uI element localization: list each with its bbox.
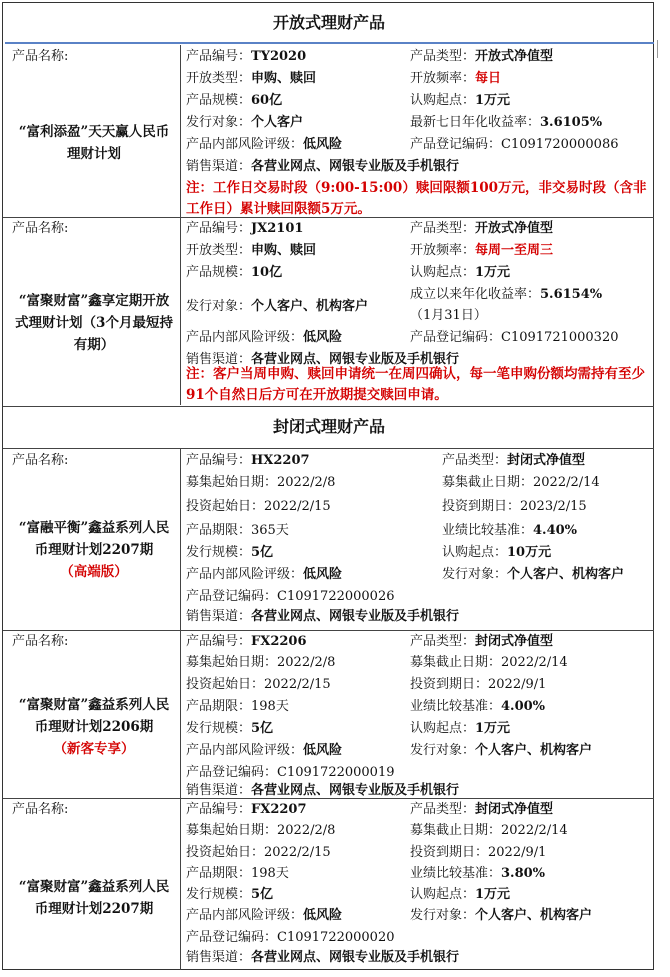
product-type: 开放式净值型 <box>475 221 554 236</box>
field-label: 开放频率： <box>410 71 476 86</box>
field-label: 产品期限： <box>186 523 252 538</box>
field-label: 投资到期日： <box>442 499 521 514</box>
field-label: 产品内部风险评级： <box>186 567 304 582</box>
field-label: 业绩比较基准： <box>410 699 502 714</box>
product-type: 封闭式净值型 <box>507 453 586 468</box>
field-label: 产品编号： <box>186 453 252 468</box>
min-subscription: 1万元 <box>475 93 511 108</box>
section-divider <box>5 42 654 44</box>
registration-code: C1091722000019 <box>277 765 395 780</box>
product-code: TY2020 <box>251 49 307 64</box>
field-label: 认购起点： <box>410 721 476 736</box>
field-label: 产品编号： <box>186 634 252 649</box>
registration-code: C1091721000320 <box>501 330 619 345</box>
field-label: 产品类型： <box>410 221 476 236</box>
field-label: 产品期限： <box>186 699 252 714</box>
product-code: JX2101 <box>251 221 304 236</box>
field-label: 产品登记编码： <box>410 137 502 152</box>
field-label: 产品登记编码： <box>186 765 278 780</box>
risk-level: 低风险 <box>303 330 343 345</box>
field-label: 成立以来年化收益率： <box>410 287 541 302</box>
product-scale: 10亿 <box>251 265 283 280</box>
raise-start-date: 2022/2/8 <box>277 823 336 838</box>
field-label: 产品规模： <box>186 93 252 108</box>
sales-channel: 各营业网点、网银专业版及手机银行 <box>251 950 460 965</box>
product-name-label: 产品名称: <box>12 49 69 64</box>
field-label: 产品登记编码： <box>186 930 278 945</box>
product-code: HX2207 <box>251 453 310 468</box>
field-label: 产品编号： <box>186 221 252 236</box>
field-label: 投资到期日： <box>410 677 489 692</box>
open-frequency: 每日 <box>475 71 502 86</box>
field-label: 募集起始日期： <box>186 475 278 490</box>
field-label: 发行对象： <box>410 908 476 923</box>
invest-start-date: 2022/2/15 <box>264 845 331 860</box>
annual-yield: 3.6105% <box>540 115 603 130</box>
field-label: 销售渠道： <box>186 950 252 965</box>
field-label: 产品登记编码： <box>186 589 278 604</box>
field-label: 销售渠道： <box>186 352 252 367</box>
row-divider <box>3 630 654 631</box>
product-name-label: 产品名称: <box>12 221 69 236</box>
min-subscription: 1万元 <box>475 265 511 280</box>
field-label: 开放类型： <box>186 243 252 258</box>
field-label: 开放频率： <box>410 243 476 258</box>
field-label: 销售渠道： <box>186 609 252 624</box>
scroll-marker <box>657 40 664 58</box>
product-scale: 60亿 <box>251 93 283 108</box>
maturity-date: 2022/9/1 <box>488 677 547 692</box>
field-label: 产品编号： <box>186 802 252 817</box>
product-name: “富聚财富”鑫享定期开放式理财计划（3个月最短持有期） <box>15 293 173 353</box>
row-divider <box>3 798 654 799</box>
product-name-label: 产品名称: <box>12 802 69 817</box>
product-type: 封闭式净值型 <box>475 634 554 649</box>
product-code: FX2207 <box>251 802 307 817</box>
field-label: 产品规模： <box>186 265 252 280</box>
target-clients: 个人客户、机构客户 <box>251 299 369 314</box>
product-note: 注：客户当周申购、赎回申请统一在周四确认，每一笔申购份额均需持有至少91个自然日后方可在开放期提交赎回申请。 <box>186 366 645 403</box>
field-label: 募集截止日期： <box>442 475 534 490</box>
field-label: 认购起点： <box>410 265 476 280</box>
field-label: 产品类型： <box>410 49 476 64</box>
field-label: 产品内部风险评级： <box>186 908 304 923</box>
annual-yield: 5.6154% <box>540 287 603 302</box>
product-name-label: 产品名称: <box>12 453 69 468</box>
field-label: 发行规模： <box>186 721 252 736</box>
field-label: 产品内部风险评级： <box>186 743 304 758</box>
raise-end-date: 2022/2/14 <box>501 823 568 838</box>
registration-code: C1091722000026 <box>277 589 395 604</box>
benchmark-rate: 4.00% <box>501 699 546 714</box>
target-clients: 个人客户、机构客户 <box>475 743 593 758</box>
product-type: 封闭式净值型 <box>475 802 554 817</box>
issue-scale: 5亿 <box>251 545 274 560</box>
field-label: 募集截止日期： <box>410 823 502 838</box>
product-term: 198天 <box>251 866 289 881</box>
issue-scale: 5亿 <box>251 887 274 902</box>
sales-channel: 各营业网点、网银专业版及手机银行 <box>251 159 460 174</box>
open-type: 申购、赎回 <box>251 243 317 258</box>
product-code: FX2206 <box>251 634 307 649</box>
field-label: 开放类型： <box>186 71 252 86</box>
target-clients: 个人客户、机构客户 <box>475 908 593 923</box>
product-name: “富融平衡”鑫益系列人民币理财计划2207期 <box>18 520 170 558</box>
product-name: “富利添盈”天天赢人民币理财计划 <box>18 124 170 162</box>
field-label: 业绩比较基准： <box>442 523 534 538</box>
target-clients: 个人客户 <box>251 115 304 130</box>
benchmark-rate: 3.80% <box>501 866 546 881</box>
field-label: 投资到期日： <box>410 845 489 860</box>
open-frequency: 每周一至周三 <box>475 243 554 258</box>
field-label: 产品内部风险评级： <box>186 137 304 152</box>
column-divider <box>180 45 181 405</box>
field-label: 投资起始日： <box>186 677 265 692</box>
min-subscription: 1万元 <box>475 721 511 736</box>
field-label: 募集截止日期： <box>410 655 502 670</box>
product-tag: （高端版） <box>60 564 128 580</box>
invest-start-date: 2022/2/15 <box>264 499 331 514</box>
product-name-label: 产品名称: <box>12 634 69 649</box>
risk-level: 低风险 <box>303 567 343 582</box>
column-divider <box>180 448 181 970</box>
row-divider <box>3 448 654 449</box>
field-label: 销售渠道： <box>186 783 252 798</box>
product-tag: （新客专享） <box>53 741 135 757</box>
maturity-date: 2023/2/15 <box>520 499 587 514</box>
benchmark-rate: 4.40% <box>533 523 578 538</box>
product-note: 注：工作日交易时段（9:00-15:00）赎回限额100万元，非交易时段（含非工作日）累计赎回限额5万元。 <box>186 180 647 217</box>
field-label: 认购起点： <box>410 93 476 108</box>
field-label: 投资起始日： <box>186 845 265 860</box>
field-label: 发行对象： <box>186 299 252 314</box>
field-label: 募集起始日期： <box>186 823 278 838</box>
open-type: 申购、赎回 <box>251 71 317 86</box>
field-label: 销售渠道： <box>186 159 252 174</box>
open-section-title: 开放式理财产品 <box>272 13 385 32</box>
min-subscription: 1万元 <box>475 887 511 902</box>
field-label: 最新七日年化收益率： <box>410 115 541 130</box>
product-term: 365天 <box>251 523 289 538</box>
row-divider <box>3 217 654 218</box>
field-label: 认购起点： <box>410 887 476 902</box>
field-label: 产品期限： <box>186 866 252 881</box>
raise-end-date: 2022/2/14 <box>501 655 568 670</box>
field-label: 产品编号： <box>186 49 252 64</box>
risk-level: 低风险 <box>303 137 343 152</box>
risk-level: 低风险 <box>303 908 343 923</box>
product-type: 开放式净值型 <box>475 49 554 64</box>
issue-scale: 5亿 <box>251 721 274 736</box>
risk-level: 低风险 <box>303 743 343 758</box>
registration-code: C1091720000086 <box>501 137 619 152</box>
field-label: 产品内部风险评级： <box>186 330 304 345</box>
field-label: 发行对象： <box>442 567 508 582</box>
field-label: 认购起点： <box>442 545 508 560</box>
raise-end-date: 2022/2/14 <box>533 475 600 490</box>
product-name: “富聚财富”鑫益系列人民币理财计划2207期 <box>18 879 170 917</box>
sales-channel: 各营业网点、网银专业版及手机银行 <box>251 609 460 624</box>
field-label: 发行规模： <box>186 887 252 902</box>
row-divider <box>3 406 654 407</box>
sales-channel: 各营业网点、网银专业版及手机银行 <box>251 783 460 798</box>
product-name: “富聚财富”鑫益系列人民币理财计划2206期 <box>18 697 170 735</box>
field-label: 发行对象： <box>186 115 252 130</box>
product-term: 198天 <box>251 699 289 714</box>
invest-start-date: 2022/2/15 <box>264 677 331 692</box>
field-label: 产品类型： <box>410 634 476 649</box>
field-label: 发行规模： <box>186 545 252 560</box>
raise-start-date: 2022/2/8 <box>277 475 336 490</box>
field-label: 投资起始日： <box>186 499 265 514</box>
field-label: 业绩比较基准： <box>410 866 502 881</box>
field-label: 产品登记编码： <box>410 330 502 345</box>
sales-channel: 各营业网点、网银专业版及手机银行 <box>251 352 460 367</box>
field-label: 产品类型： <box>410 802 476 817</box>
field-label: 产品类型： <box>442 453 508 468</box>
field-label: 发行对象： <box>410 743 476 758</box>
maturity-date: 2022/9/1 <box>488 845 547 860</box>
min-subscription: 10万元 <box>507 545 552 560</box>
target-clients: 个人客户、机构客户 <box>507 567 625 582</box>
raise-start-date: 2022/2/8 <box>277 655 336 670</box>
yield-date: （1月31日） <box>410 308 487 323</box>
registration-code: C1091722000020 <box>277 930 395 945</box>
closed-section-title: 封闭式理财产品 <box>272 417 385 436</box>
field-label: 募集起始日期： <box>186 655 278 670</box>
